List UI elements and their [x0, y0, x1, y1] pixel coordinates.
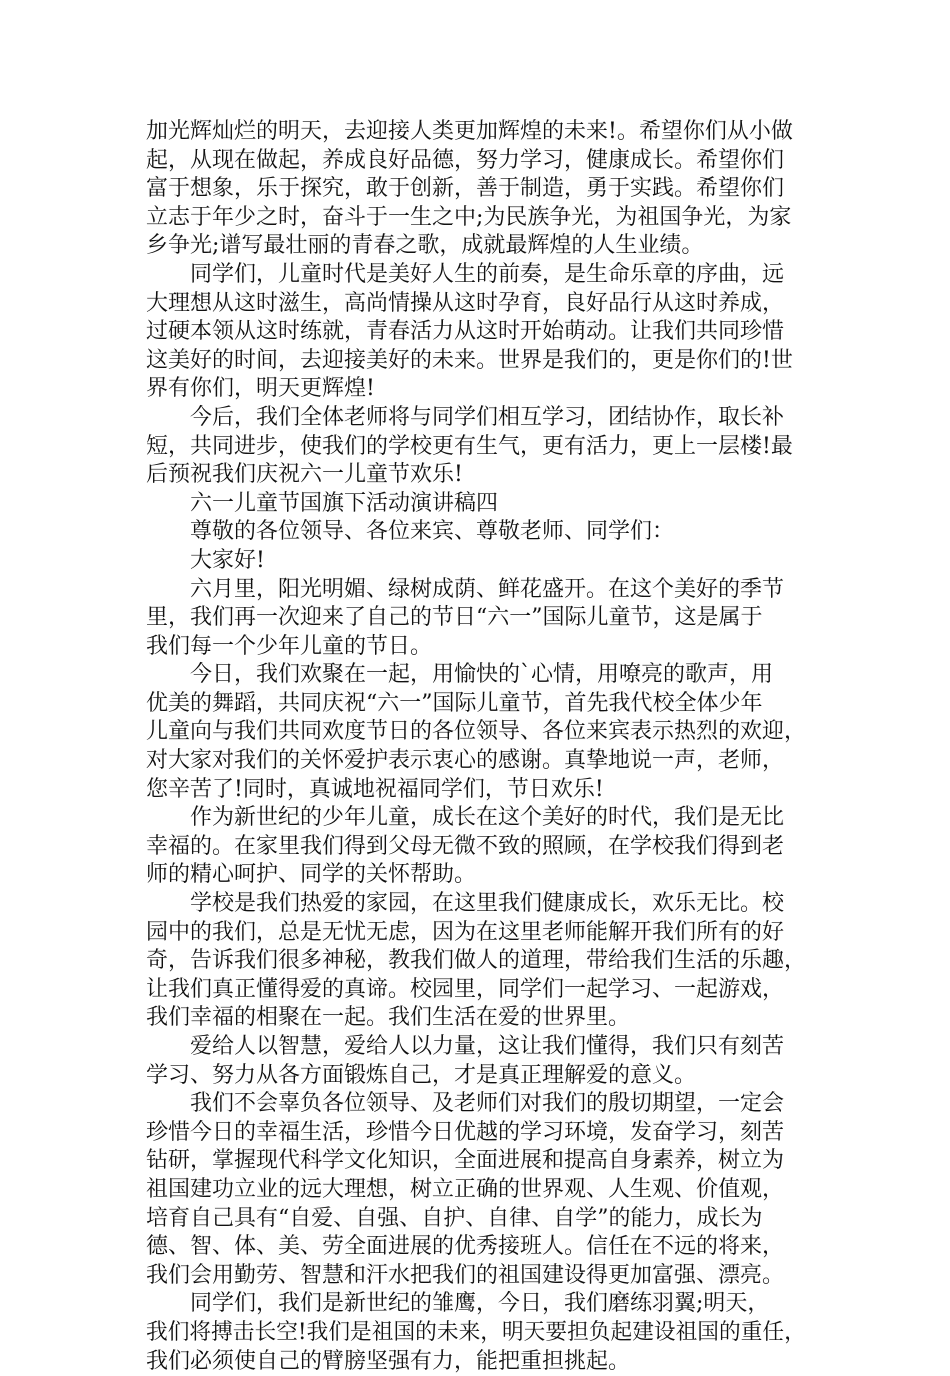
text-line: 园中的我们，总是无忧无虑，因为在这里老师能解开我们所有的好: [146, 919, 785, 945]
text-line: 我们不会辜负各位领导、及老师们对我们的殷切期望，一定会: [146, 1091, 785, 1117]
text-line: 您辛苦了!同时，真诚地祝福同学们，节日欢乐!: [146, 776, 604, 802]
text-line: 六月里，阳光明媚、绿树成荫、鲜花盛开。在这个美好的季节: [146, 576, 785, 602]
text-line: 培育自己具有“自爱、自强、自护、自律、自学”的能力，成长为: [146, 1205, 763, 1231]
text-line: 今日，我们欢聚在一起，用愉快的`心情，用嘹亮的歌声，用: [146, 662, 774, 688]
text-line: 今后，我们全体老师将与同学们相互学习，团结协作，取长补: [146, 404, 785, 430]
text-line: 作为新世纪的少年儿童，成长在这个美好的时代，我们是无比: [146, 805, 785, 831]
text-line: 起，从现在做起，养成良好品德，努力学习，健康成长。希望你们: [146, 147, 785, 173]
text-line: 同学们，我们是新世纪的雏鹰，今日，我们磨练羽翼;明天，: [146, 1291, 770, 1317]
text-line: 过硬本领从这时练就，青春活力从这时开始萌动。让我们共同珍惜: [146, 319, 785, 345]
text-line: 六一儿童节国旗下活动演讲稿四: [146, 490, 499, 516]
text-line: 让我们真正懂得爱的真谛。校园里，同学们一起学习、一起游戏，: [146, 976, 785, 1002]
text-line: 我们每一个少年儿童的节日。: [146, 633, 433, 659]
text-line: 立志于年少之时，奋斗于一生之中;为民族争光，为祖国争光，为家: [146, 204, 792, 230]
text-line: 对大家对我们的关怀爱护表示衷心的感谢。真挚地说一声，老师，: [146, 748, 785, 774]
text-line: 儿童向与我们共同欢度节日的各位领导、各位来宾表示热烈的欢迎，: [146, 719, 807, 745]
text-line: 大理想从这时滋生，高尚情操从这时孕育，良好品行从这时养成，: [146, 290, 785, 316]
text-line: 师的精心呵护、同学的关怀帮助。: [146, 862, 477, 888]
text-line: 短，共同进步，使我们的学校更有生气，更有活力，更上一层楼!最: [146, 433, 793, 459]
text-line: 里，我们再一次迎来了自己的节日“六一”国际儿童节，这是属于: [146, 605, 763, 631]
text-line: 后预祝我们庆祝六一儿童节欢乐!: [146, 462, 463, 488]
text-line: 幸福的。在家里我们得到父母无微不致的照顾，在学校我们得到老: [146, 833, 785, 859]
text-line: 我们将搏击长空!我们是祖国的未来，明天要担负起建设祖国的重任，: [146, 1319, 806, 1345]
text-line: 乡争光;谱写最壮丽的青春之歌，成就最辉煌的人生业绩。: [146, 233, 704, 259]
text-line: 学习、努力从各方面锻炼自己，才是真正理解爱的意义。: [146, 1062, 697, 1088]
text-line: 钻研，掌握现代科学文化知识，全面进展和提高自身素养，树立为: [146, 1148, 785, 1174]
text-line: 德、智、体、美、劳全面进展的优秀接班人。信任在不远的将来，: [146, 1234, 785, 1260]
text-line: 优美的舞蹈，共同庆祝“六一”国际儿童节，首先我代校全体少年: [146, 690, 763, 716]
text-line: 学校是我们热爱的家园，在这里我们健康成长，欢乐无比。校: [146, 891, 785, 917]
document-body: [146, 118, 806, 1376]
text-line: 尊敬的各位领导、各位来宾、尊敬老师、同学们：: [146, 519, 675, 545]
text-line: 界有你们，明天更辉煌!: [146, 376, 375, 402]
text-line: 同学们，儿童时代是美好人生的前奏，是生命乐章的序曲，远: [146, 261, 785, 287]
text-line: 加光辉灿烂的明天，去迎接人类更加辉煌的未来!。希望你们从小做: [146, 119, 793, 144]
text-line: 富于想象，乐于探究，敢于创新，善于制造，勇于实践。希望你们: [146, 176, 785, 202]
text-line: 这美好的时间，去迎接美好的未来。世界是我们的，更是你们的!世: [146, 347, 793, 373]
text-line: 爱给人以智慧，爱给人以力量，这让我们懂得，我们只有刻苦: [146, 1034, 785, 1059]
text-line: 我们会用勤劳、智慧和汗水把我们的祖国建设得更加富强、漂亮。: [146, 1262, 785, 1288]
text-line: 奇，告诉我们很多神秘，教我们做人的道理，带给我们生活的乐趣，: [146, 948, 807, 974]
text-line: 我们必须使自己的臂膀坚强有力，能把重担挑起。: [146, 1348, 631, 1374]
text-line: 我们幸福的相聚在一起。我们生活在爱的世界里。: [146, 1005, 631, 1031]
text-line: 大家好!: [146, 547, 265, 573]
text-line: 祖国建功立业的远大理想，树立正确的世界观、人生观、价值观，: [146, 1176, 785, 1202]
text-line: 珍惜今日的幸福生活，珍惜今日优越的学习环境，发奋学习，刻苦: [146, 1119, 785, 1145]
